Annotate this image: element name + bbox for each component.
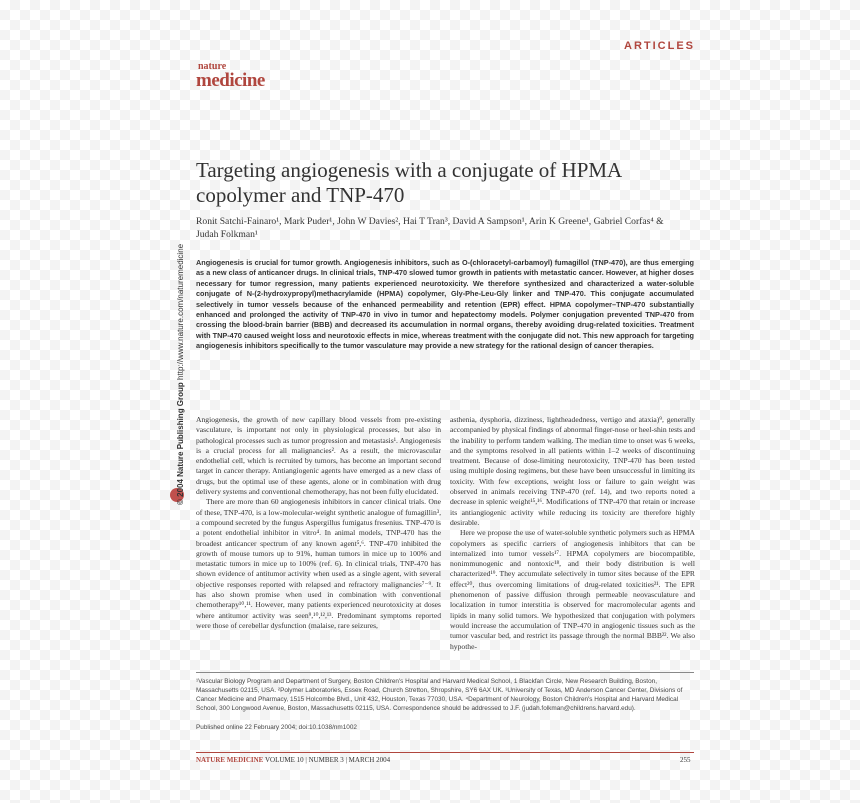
- body-column-left: [196, 415, 441, 631]
- journal-url[interactable]: http://www.nature.com/naturemedicine: [176, 243, 185, 380]
- issue-info: VOLUME 10 | NUMBER 3 | MARCH 2004: [263, 756, 391, 764]
- paragraph: asthenia, dysphoria, dizziness, lightheadedness, vertigo and ataxia)⁹, generally accompanied by physical findings of abnormal finger-nose or heel-shin tests and the inability to perform tandem walking. The median time to onset was 6 weeks, and the symptoms resolved in all patients within 1–2 weeks of discontinuing treatment. Because of dose-limiting neurotoxicity, TNP-470 has been tested using multiple dosing regimens, but these have been unsuccessful in limiting its toxicity. With few exceptions, weight loss or failure to gain weight was observed in animals receiving TNP-470 (ref. 14), and two reports noted a decrease in splenic weight¹⁵,¹⁶. Modifications of TNP-470 that retain or increase its antiangiogenic activity while reducing its toxicity are therefore highly desirable.: [450, 415, 695, 527]
- paragraph: Angiogenesis, the growth of new capillary blood vessels from pre-existing vasculature, is important not only in physiological processes, but also in pathological processes such as tumor progression and metastasis¹. Angiogenesis is a crucial process for all malignancies². As a result, the microvascular endothelial cell, which is recruited by tumors, has become an important second target in cancer therapy. Antiangiogenic agents have emerged as a new class of drugs, but the optimal use of these agents, alone or in combination with drug delivery systems and conventional chemotherapy, has not been fully elucidated.: [196, 415, 441, 497]
- abstract: Angiogenesis is crucial for tumor growth. Angiogenesis inhibitors, such as O-(chloracetyl-carbamoyl) fumagillol (TNP-470), are thus emerging as a new class of anticancer drugs. In clinical trials, TNP-470 slowed tumor growth in patients with metastatic cancer. However, at higher doses necessary for tumor regression, many patients experienced neurotoxicity. We therefore synthesized and characterized a water-soluble conjugate of N-(2-hydroxypropyl)methacrylamide (HPMA) copolymer, Gly-Phe-Leu-Gly linker and TNP-470. This conjugate accumulated selectively in tumor vessels because of the enhanced permeability and retention (EPR) effect. HPMA copolymer–TNP-470 substantially enhanced and prolonged the activity of TNP-470 in vivo in tumor and hepatectomy models. Polymer conjugation prevented TNP-470 from crossing the blood-brain barrier (BBB) and decreased its accumulation in normal organs, thereby avoiding drug-related toxicities. Treatment with TNP-470 caused weight loss and neurotoxic effects in mice, whereas treatment with the conjugate did not. This new approach for targeting angiogenesis inhibitors specifically to the tumor vasculature may provide a new strategy for the rational design of cancer therapies.: [196, 258, 694, 351]
- footnote-divider: [196, 672, 694, 673]
- sidebar-copyright: [176, 244, 185, 505]
- paragraph: There are more than 60 angiogenesis inhibitors in cancer clinical trials. One of these, TNP-470, is a low-molecular-weight synthetic analogue of fumagillin³, a compound secreted by the fungus Aspergillus fumigatus fresenius. TNP-470 is a potent endothelial inhibitor in vitro⁴. In animal models, TNP-470 has the broadest anticancer spectrum of any known agent⁵,⁶. TNP-470 inhibited the growth of mouse tumors up to 91%, human tumors in mice up to 100% and metastatic tumors in mice up to 100% (ref. 6). In clinical trials, TNP-470 has shown evidence of antitumor activity when used as a single agent, with several objective responses reported with relapsed and refractory malignancies⁷⁻⁹. It has also shown promise when used in combination with conventional chemotherapy¹⁰,¹¹. However, many patients experienced neurotoxicity at doses where antitumor activity was seen⁹,¹⁰,¹²,¹³. Predominant symptoms reported were those of cerebellar dysfunction (malaise, rare seizures,: [196, 497, 441, 630]
- affiliations-footnote: ¹Vascular Biology Program and Department of Surgery, Boston Children's Hospital and Harvard Medical School, 1 Blackfan Circle, New Research Building, Boston, Massachusetts 02115, USA. ²Polymer Laboratories, Essex Road, Church Stretton, Shropshire, SY6 6AX UK. ³University of Texas, MD Anderson Cancer Center, Divisions of Cancer Medicine and Pharmacy, 1515 Holcombe Blvd., Unit 432, Houston, Texas 77030, USA. ⁴Department of Neurology, Boston Children's Hospital and Harvard Medical School, 300 Longwood Avenue, Boston, Massachusetts 02115, USA. Correspondence should be addressed to J.F. (judah.folkman@childrens.harvard.edu).: [196, 678, 683, 712]
- copyright-text: © 2004 Nature Publishing Group: [176, 382, 185, 505]
- journal-name: NATURE MEDICINE: [196, 756, 264, 764]
- publication-line: Published online 22 February 2004; doi:10.1038/nm1002: [196, 724, 357, 731]
- footer-divider: [196, 752, 694, 753]
- paragraph: Here we propose the use of water-soluble synthetic polymers such as HPMA copolymers as specific carriers of angiogenesis inhibitors that can be internalized into tumor vessels¹⁷. HPMA copolymers are biocompatible, nonimmunogenic and nontoxic¹⁸, and their body distribution is well characterized¹⁹. They accumulate selectively in tumor sites because of the EPR effect²⁰, thus overcoming limitations of drug-related toxicities²¹. The EPR phenomenon of passive diffusion through permeable neovasculature and localization in tumor interstitia is observed for macromolecular agents and lipids in many solid tumors. We hypothesized that conjugation with polymers would increase the accumulation of TNP-470 in angiogenic tissues such as the tumor vascular bed, and restrict its passage through the normal BBB²². We also hypothe-: [450, 528, 695, 651]
- logo-line1: nature: [198, 61, 227, 72]
- journal-footer: [196, 756, 390, 764]
- page-number: 255: [680, 756, 691, 764]
- author-list: Ronit Satchi-Fainaro¹, Mark Puder¹, John W Davies², Hai T Tran³, David A Sampson¹, Arin K Greene¹, Gabriel Corfas⁴ & Judah Folkman¹: [196, 216, 664, 240]
- article-title: Targeting angiogenesis with a conjugate of HPMA copolymer and TNP-470: [196, 158, 622, 207]
- body-column-right: [450, 415, 695, 652]
- logo-line2: medicine: [196, 70, 265, 91]
- journal-logo: [196, 62, 280, 90]
- section-label: ARTICLES: [624, 40, 695, 52]
